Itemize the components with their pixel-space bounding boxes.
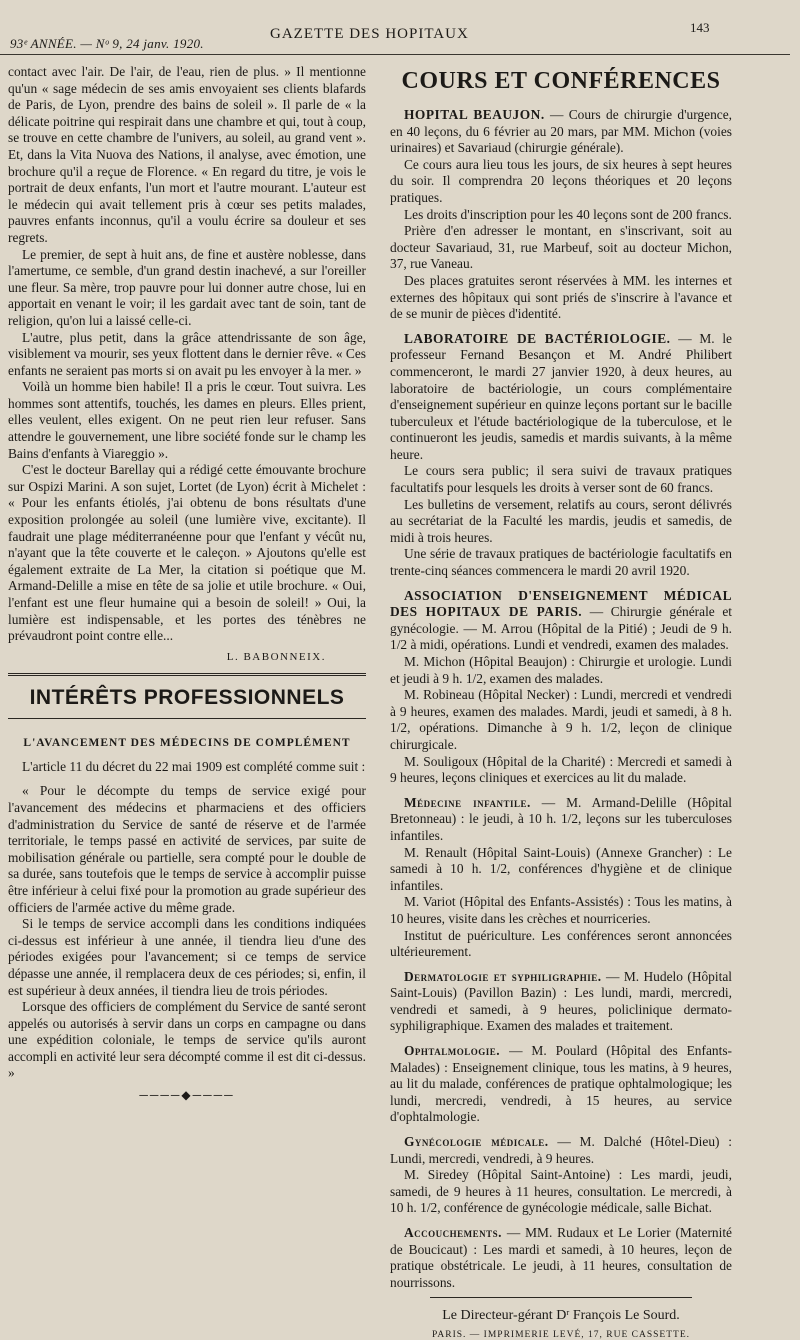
course-heading: Accouchements. (404, 1225, 503, 1240)
course-text: — Chirurgie générale et gynécologie. — M. Arrou (Hôpital de la Pitié) ; Jeudi de 9 h. 1/2 à midi, opérations. Lundi et vendredi, examen des malades. (390, 604, 732, 653)
course-item (390, 588, 732, 654)
left-paragraph: contact avec l'air. De l'air, de l'eau, rien de plus. » Il mentionne qu'un « sage médecin de ses amis envoyaient ses clients blafards de Paris, de Lyon, prendre des bains de soleil ». Il parle de « la délicate poitrine qui respirait dans une chambre et qui, tout à coup, se trouve en cette chambre de l'univers, au soleil, au grand vent ». Et, dans la Vita Nuova des Nations, il analyse, avec émotion, une brochure qu'il a reçue de Florence. « En regard du titre, je vois le portrait de deux enfants, l'un mort et l'autre mourant. L'auteur est le médecin qui avait tellement pris à cœur ses petits malades, pauvres enfants inconnus, qu'il a voulu écrire sa douleur et ses regrets. (8, 64, 366, 245)
signature: L. BABONNEIX. (226, 650, 326, 663)
course-heading: ASSOCIATION D'ENSEIGNEMENT MÉDICAL DES HOPITAUX DE PARIS. (390, 587, 732, 620)
course-list (390, 107, 732, 1291)
course-item (390, 207, 732, 224)
course-text: — MM. Rudaux et Le Lorier (Maternité de Boucicaut) : Les mardi et samedi, à 10 heures, leçon de pratique obstétricale. Le jeudi, à 11 heures, consultation de nourrissons. (390, 1225, 732, 1290)
course-item (390, 546, 732, 579)
left-paragraph: Le premier, de sept à huit ans, de fine et austère noblesse, dans l'amertume, ce semble, d'un grand destin inachevé, a sur l'oreiller une fleur. Sa mère, trop pauvre pour lui donner autre chose, lui en apportait en venant le voir; il les gardait avec tant de soin, tant de religion, qu'on lui a laissé celle-ci. (8, 246, 366, 328)
course-text: Les droits d'inscription pour les 40 leçons sont de 200 francs. (404, 206, 732, 222)
course-text: Ce cours aura lieu tous les jours, de six heures à sept heures du soir. Il comprendra 20 leçons théoriques et 20 leçons pratiques. (390, 156, 732, 205)
course-text: — M. Poulard (Hôpital des Enfants-Malades) : Enseignement clinique, tous les matins, à 9 heures, au lit du malade, conférences de pratique ophtalmologique; les lundi, mercredi, vendredi, à 15 heures, au service d'ophtalmologie. (390, 1043, 732, 1125)
course-item (390, 223, 732, 273)
course-text: Les bulletins de versement, relatifs au cours, seront délivrés au secrétariat de la Faculté les mardis, jeudis et samedis, de midi à trois heures. (390, 496, 732, 545)
course-text: M. Souligoux (Hôpital de la Charité) : Mercredi et samedi à 9 heures, leçons cliniques et exercices au lit du malade. (390, 753, 732, 786)
left-paragraph: Voilà un homme bien habile! Il a pris le cœur. Tout suivra. Les hommes sont attentifs, touchés, les dames en pleurs. Elles prient, elles veulent, elles exigent. On ne peut rien leur refuser. Sans attendre le gouvernement, une libre société fonde sur le champ les Bains d'enfants à Viareggio ». (8, 379, 366, 461)
course-item (390, 687, 732, 753)
course-item (390, 969, 732, 1035)
course-text: — M. Dalché (Hôtel-Dieu) : Lundi, mercredi, vendredi, à 9 heures. (390, 1134, 732, 1166)
course-heading: Gynécologie médicale. (404, 1134, 549, 1150)
bottom-rule (430, 1297, 692, 1298)
course-text: M. Variot (Hôpital des Enfants-Assistés) : Tous les matins, à 10 heures, visite dans les crèches et nourriceries. (390, 894, 732, 926)
issue-info: 93ᵉ ANNÉE. — Nᵒ 9, 24 janv. 1920. (10, 36, 204, 51)
course-item (390, 795, 732, 845)
course-heading: Médecine infantile. (404, 794, 531, 810)
journal-title: GAZETTE DES HOPITAUX (270, 26, 469, 42)
course-heading: Dermatologie et syphiligraphie. (404, 968, 602, 984)
course-item (390, 273, 732, 323)
section-title: INTÉRÊTS PROFESSIONNELS (29, 685, 345, 709)
left-column (8, 64, 366, 1103)
course-text: Une série de travaux pratiques de bactériologie facultatifs en trente-cinq séances commencera le mardi 20 avril 1920. (390, 546, 732, 579)
course-item (390, 157, 732, 207)
course-text: Le cours sera public; il sera suivi de travaux pratiques facultatifs pour lesquels les droits à verser sont de 60 francs. (390, 463, 732, 496)
section-banner (8, 673, 366, 719)
course-item (390, 928, 732, 961)
page-header (0, 0, 800, 60)
course-item (390, 331, 732, 464)
course-item (390, 894, 732, 927)
course-text: Institut de puériculture. Les conférences seront annoncées ultérieurement. (390, 927, 732, 960)
course-item (390, 654, 732, 687)
course-heading: Ophtalmologie. (404, 1043, 501, 1059)
course-item (390, 845, 732, 895)
section-paragraph: L'article 11 du décret du 22 mai 1909 est complété comme suit : (22, 758, 366, 774)
course-item (390, 754, 732, 787)
course-item (390, 1167, 732, 1217)
course-item (390, 463, 732, 496)
left-paragraph: L'autre, plus petit, dans la grâce attendrissante de son âge, visiblement va mourir, ses yeux flottent dans le dernier rêve. « Ces enfants ne seraient pas morts si on avait pu les envoyer à la mer. » (8, 329, 366, 378)
section-paragraph: Lorsque des officiers de complément du Service de santé seront appelés ou autorisés à servir dans un corps en campagne ou dans une expédition coloniale, le temps de service qu'ils auront accompli en activité leur sera décompté comme il est dit ci-dessus. » (8, 999, 366, 1081)
left-paragraph: C'est le docteur Barellay qui a rédigé cette émouvante brochure sur Ospizi Marini. A son sujet, Lortet (de Lyon) écrit à Michelet : « Pour les enfants étiolés, j'ai obtenu de bons résultats d'une exposition prolongée au soleil (une lumière vive, excitante). Il faudrait une plage méditerranéenne pour que l'enfant y vécût nu, n'ayant que la tête couverte et le caleçon. » Ajoutons qu'elle est également extraite de La Mer, la citation si poétique que M. Armand-Delille a mise en tête de sa jolie et utile brochure. « Oui, l'enfant est une fleur humaine qui a besoin de soleil! » Oui, la lumière est indispensable, et les portes des ténèbres ne prévaudront point contre elle... (8, 462, 366, 644)
course-item (390, 497, 732, 547)
course-text: M. Renault (Hôpital Saint-Louis) (Annexe Grancher) : Le samedi à 10 h. 1/2, conférences d'hygiène et de clinique infantiles. (390, 844, 732, 893)
course-item (390, 1043, 732, 1126)
course-heading: LABORATOIRE DE BACTÉRIOLOGIE. (404, 330, 671, 346)
section-title: COURS ET CONFÉRENCES (401, 68, 721, 94)
director-line: Le Directeur-gérant Dʳ François Le Sourd. (442, 1308, 680, 1324)
course-text: Des places gratuites seront réservées à MM. les internes et externes des hôpitaux qui sont priés de s'inscrire à l'avance et de se munir de pièces d'identité. (390, 272, 732, 322)
course-heading: HOPITAL BEAUJON. (404, 107, 545, 122)
printer-line: PARIS. — IMPRIMERIE LEVÉ, 17, RUE CASSETTE. (432, 1330, 690, 1340)
course-text: Prière d'en adresser le montant, en s'inscrivant, soit au docteur Savariaud, 31, rue Marbeuf, soit au docteur Michon, 37, rue Vaneau. (390, 223, 732, 272)
course-text: — M. Hudelo (Hôpital Saint-Louis) (Pavillon Bazin) : Les lundi, mardi, mercredi, vendredi et samedi, à 9 heures, policlinique dermato-syphiligraphique. Examen des malades et traitement. (390, 968, 732, 1034)
course-item (390, 1134, 732, 1167)
header-rule (0, 54, 790, 55)
course-item (390, 1225, 732, 1291)
course-text: M. Michon (Hôpital Beaujon) : Chirurgie et urologie. Lundi et jeudi à 9 h. 1/2, examen des malades. (390, 654, 732, 686)
right-column (390, 64, 732, 1340)
course-item (390, 107, 732, 157)
page-number: 143 (690, 20, 710, 35)
end-ornament: ────◆──── (139, 1088, 235, 1103)
course-text: M. Siredey (Hôpital Saint-Antoine) : Les mardi, jeudi, samedi, de 9 heures à 11 heures, consultation. Le mercredi, à 10 h. 1/2, conférence de gynécologie médicale, salle Bichat. (390, 1167, 732, 1216)
section-paragraph: Si le temps de service accompli dans les conditions indiquées ci-dessus est inférieur à une année, il tiendra lieu d'une des périodes exigées pour l'avancement; si ce temps de service dépasse une année, il remplacera deux de ces périodes; si, enfin, il est supérieur à deux années, il tiendra lieu de trois périodes. (8, 916, 366, 998)
section-paragraph: « Pour le décompte du temps de service exigé pour l'avancement des médecins et pharmaciens et des officiers d'administration du Service de santé de réserve et de l'armée territoriale, le temps passé en activité de services, par suite de mobilisation générale ou partielle, sera compté pour le double de sa durée, sans toutefois que le temps de service à accomplir puisse être inférieur à celui fixé pour la promotion au grade supérieur des officiers de l'armée active du même grade. (8, 783, 366, 915)
course-text: M. Robineau (Hôpital Necker) : Lundi, mercredi et vendredi à 9 heures, examen des malades. Mardi, jeudi et samedi, à 8 h. 1/2, opérations. Dimanche à 9 h. 1/2, leçon de clinique chirurgicale. (390, 687, 732, 752)
course-text: — Cours de chirurgie d'urgence, en 40 leçons, du 6 février au 20 mars, par MM. Michon (voies urinaires) et Savariaud (chirurgie générale). (390, 107, 732, 156)
course-text: — M. Armand-Delille (Hôpital Bretonneau) : le jeudi, à 10 h. 1/2, leçons sur les tuberculoses infantiles. (390, 794, 732, 843)
article-heading: L'AVANCEMENT DES MÉDECINS DE COMPLÉMENT (23, 736, 351, 749)
course-text: — M. le professeur Fernand Besançon et M. André Philibert commenceront, le mardi 27 janvier 1920, à deux heures, au laboratoire de bactériologie, un cours complémentaire d'enseignement supérieur en quinze leçons portant sur le bacille tuberculeux et l'étude bactériologique de la tuberculose, et le continueront les jeudis, samedis et mardis suivants, à la même heure. (390, 330, 732, 462)
